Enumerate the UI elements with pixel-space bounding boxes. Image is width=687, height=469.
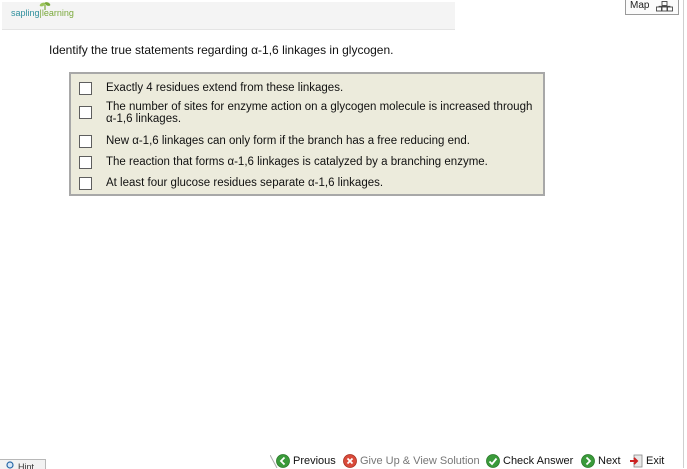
option-checkbox[interactable] [79,177,92,190]
map-icon [656,1,674,12]
map-button[interactable] [625,0,679,15]
sprout-icon [39,1,51,10]
exit-label: Exit [646,455,665,467]
give-up-label: Give Up & View Solution [360,455,480,467]
options-box [69,72,545,196]
exit-icon [629,454,643,468]
logo-text-learning: learning [41,8,74,18]
sapling-learning-logo: sapling|learning [11,8,74,18]
next-button[interactable] [581,453,623,469]
option-label: The number of sites for enzyme action on a glycogen molecule is increased through α-1,6 linkages. [106,101,533,125]
exit-button[interactable] [629,453,669,469]
page-right-border [683,0,684,468]
option-label: Exactly 4 residues extend from these linkages. [106,82,344,94]
option-checkbox[interactable] [79,106,92,119]
previous-icon [276,454,290,468]
option-label: New α-1,6 linkages can only form if the branch has a free reducing end. [106,135,470,147]
check-answer-button[interactable] [486,453,576,469]
give-up-button[interactable] [343,453,481,469]
logo-text-sapling: sapling [11,8,40,18]
option-checkbox[interactable] [79,135,92,148]
option-checkbox[interactable] [79,156,92,169]
hint-label: Hint [18,462,35,469]
option-checkbox[interactable] [79,82,92,95]
check-answer-label: Check Answer [503,455,574,467]
next-label: Next [598,455,621,467]
header-bar [2,2,455,30]
map-label: Map [630,0,650,11]
question-text: Identify the true statements regarding α-1,6 linkages in glycogen. [49,43,394,57]
option-label: The reaction that forms α-1,6 linkages is catalyzed by a branching enzyme. [106,156,488,168]
previous-button[interactable] [276,453,338,469]
give-up-icon [343,454,357,468]
next-icon [581,454,595,468]
previous-label: Previous [293,455,336,467]
option-label: At least four glucose residues separate α-1,6 linkages. [106,177,384,189]
check-icon [486,454,500,468]
